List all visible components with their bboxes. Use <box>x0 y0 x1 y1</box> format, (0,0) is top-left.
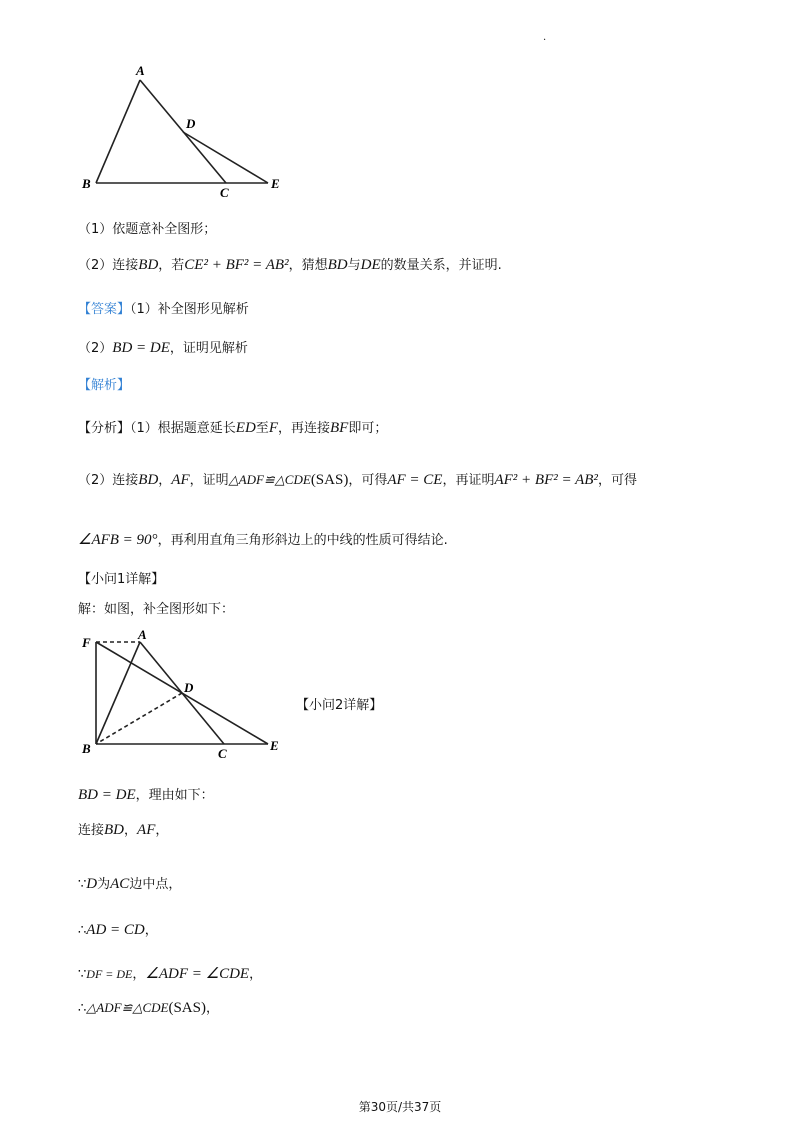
label-b: B <box>82 741 91 756</box>
figure-triangle-abe <box>70 60 300 200</box>
label-b: B <box>82 176 91 191</box>
label-f: F <box>82 635 91 650</box>
label-e: E <box>271 176 280 191</box>
analysis-line-3: ∠AFB = 90°，再利用直角三角形斜边上的中线的性质可得结论. <box>78 532 448 548</box>
jiexi-tag: 【解析】 <box>78 378 131 393</box>
page-footer: 第30页/共37页 <box>358 1100 442 1114</box>
analysis-line-1: 【分析】（1）根据题意延长ED至F，再连接BF即可； <box>78 420 388 436</box>
corner-dot: . <box>543 32 547 43</box>
proof-line-2: 连接BD，AF， <box>78 822 169 838</box>
answer-line-2: （2）BD = DE，证明见解析 <box>78 340 248 356</box>
seg-ab <box>96 80 140 183</box>
proof-line-4: ∴AD = CD， <box>78 922 158 938</box>
seg-ac <box>140 80 226 183</box>
label-a: A <box>136 63 145 78</box>
figure-completed <box>78 628 288 763</box>
sub2-tag: 【小问2详解】 <box>296 698 383 713</box>
seg-ab <box>96 642 140 744</box>
label-c: C <box>220 185 229 200</box>
seg-de <box>183 132 268 183</box>
proof-line-5: ∵DF = DE，∠ADF = ∠CDE， <box>78 966 263 982</box>
answer-tag: 【答案】 <box>78 302 131 317</box>
answer-line-1: 【答案】（1）补全图形见解析 <box>78 302 249 317</box>
question-1: （1）依题意补全图形； <box>78 222 217 237</box>
proof-line-3: ∵D为AC边中点， <box>78 876 182 892</box>
sub1-tag: 【小问1详解】 <box>78 572 165 587</box>
sub1-line: 解：如图，补全图形如下： <box>78 602 235 617</box>
seg-bd-dashed <box>96 693 182 744</box>
proof-line-1: BD = DE，理由如下： <box>78 787 214 803</box>
analysis-line-2: （2）连接BD，AF，证明△ADF≌△CDE(SAS)，可得AF = CE，再证明AF² + BF² = AB²，可得 <box>78 472 637 488</box>
label-d: D <box>184 680 194 695</box>
proof-line-6: ∴△ADF≌△CDE(SAS)， <box>78 1000 219 1016</box>
label-c: C <box>218 746 227 761</box>
label-d: D <box>186 116 196 131</box>
label-e: E <box>270 738 279 753</box>
question-2: （2）连接BD，若CE² + BF² = AB²，猜想BD与DE的数量关系，并证明. <box>78 257 502 273</box>
label-a: A <box>138 628 147 642</box>
